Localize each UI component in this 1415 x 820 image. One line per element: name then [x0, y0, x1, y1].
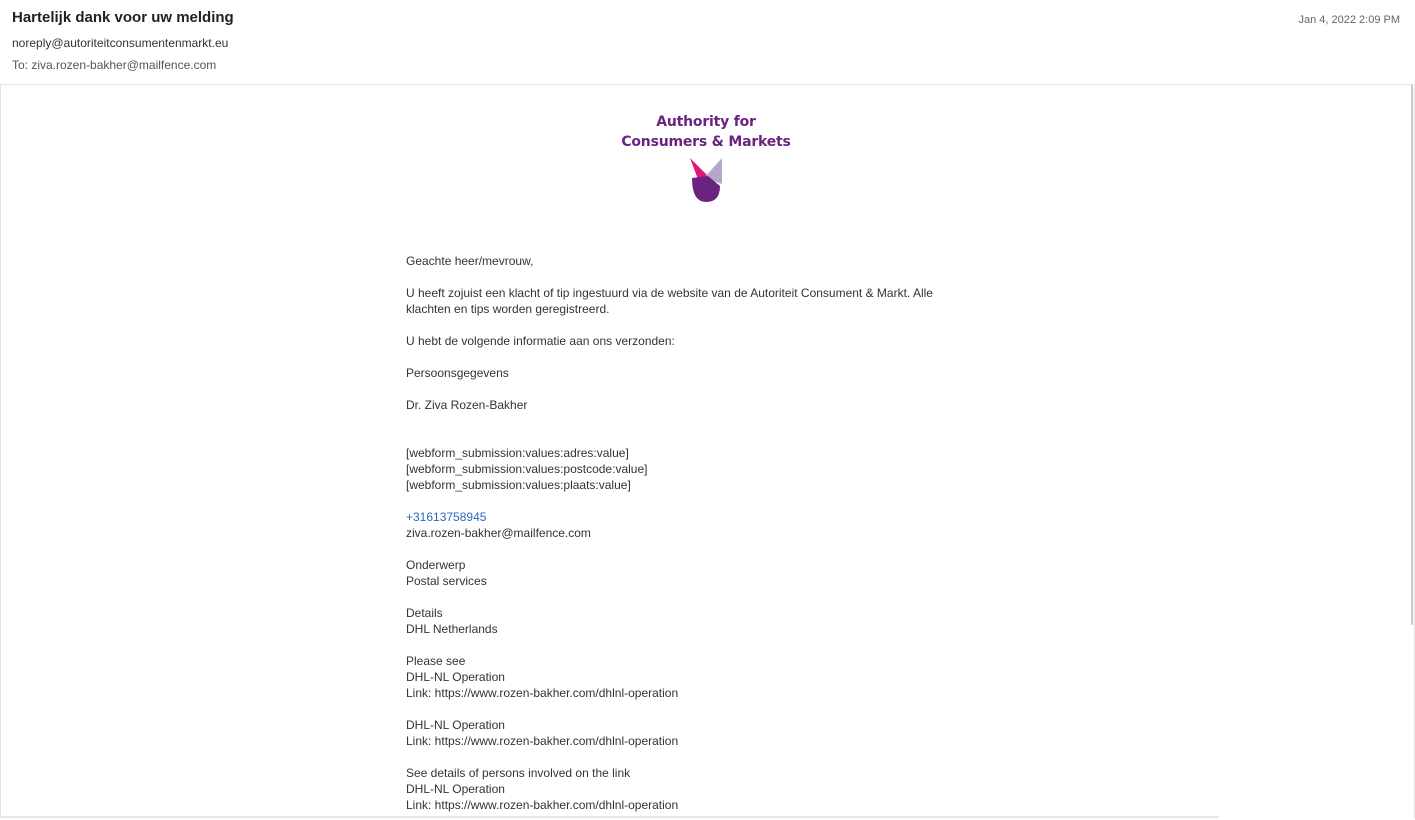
acm-logo — [621, 112, 791, 204]
scrollbar[interactable] — [1410, 85, 1414, 818]
contact-block — [406, 509, 996, 541]
intro-line: U heeft zojuist een klacht of tip ingestuurd via de website van de Autoriteit Consument & Markt. Alle — [406, 286, 933, 300]
details-block — [406, 605, 996, 637]
operation-block-3 — [406, 765, 996, 813]
operation-block-2 — [406, 717, 996, 749]
sent-info: U hebt de volgende informatie aan ons verzonden: — [406, 334, 675, 348]
phone-link[interactable]: +31613758945 — [406, 510, 487, 524]
operation-link: Link: https://www.rozen-bakher.com/dhlnl-operation — [406, 798, 679, 812]
submitter-name: Dr. Ziva Rozen-Bakher — [406, 398, 528, 412]
address-block — [406, 445, 996, 493]
bottom-divider — [1, 816, 1219, 818]
email-content — [406, 253, 996, 818]
operation-name: DHL-NL Operation — [406, 670, 505, 684]
operation-name: DHL-NL Operation — [406, 782, 505, 796]
email-subject: Hartelijk dank voor uw melding — [12, 9, 234, 26]
acm-tulip-icon — [688, 156, 724, 204]
logo-text-line2: Consumers & Markets — [621, 134, 791, 150]
city-token: [webform_submission:values:plaats:value] — [406, 478, 631, 492]
personal-heading: Persoonsgegevens — [406, 366, 509, 380]
address-token: [webform_submission:values:adres:value] — [406, 446, 629, 460]
email-date: Jan 4, 2022 2:09 PM — [1298, 14, 1400, 26]
logo-text-line1: Authority for — [656, 114, 756, 130]
subject-block — [406, 557, 996, 589]
operation-name: DHL-NL Operation — [406, 718, 505, 732]
details-value: DHL Netherlands — [406, 622, 498, 636]
see-details: See details of persons involved on the link — [406, 766, 631, 780]
contact-email: ziva.rozen-bakher@mailfence.com — [406, 526, 591, 540]
email-body — [0, 85, 1415, 818]
details-heading: Details — [406, 606, 443, 620]
sender-address[interactable]: noreply@autoriteitconsumentenmarkt.eu — [12, 36, 229, 50]
greeting: Geachte heer/mevrouw, — [406, 254, 534, 268]
intro-paragraph — [406, 285, 996, 317]
scrollbar-thumb[interactable] — [1411, 85, 1413, 625]
intro-line: klachten en tips worden geregistreerd. — [406, 302, 610, 316]
email-header — [0, 0, 1415, 85]
spacer — [406, 429, 996, 445]
operation-link: Link: https://www.rozen-bakher.com/dhlnl-operation — [406, 686, 679, 700]
operation-link: Link: https://www.rozen-bakher.com/dhlnl-operation — [406, 734, 679, 748]
subject-value: Postal services — [406, 574, 487, 588]
postcode-token: [webform_submission:values:postcode:value] — [406, 462, 648, 476]
operation-block-1 — [406, 653, 996, 701]
please-see: Please see — [406, 654, 466, 668]
subject-heading: Onderwerp — [406, 558, 466, 572]
recipient-address[interactable]: To: ziva.rozen-bakher@mailfence.com — [12, 58, 217, 72]
